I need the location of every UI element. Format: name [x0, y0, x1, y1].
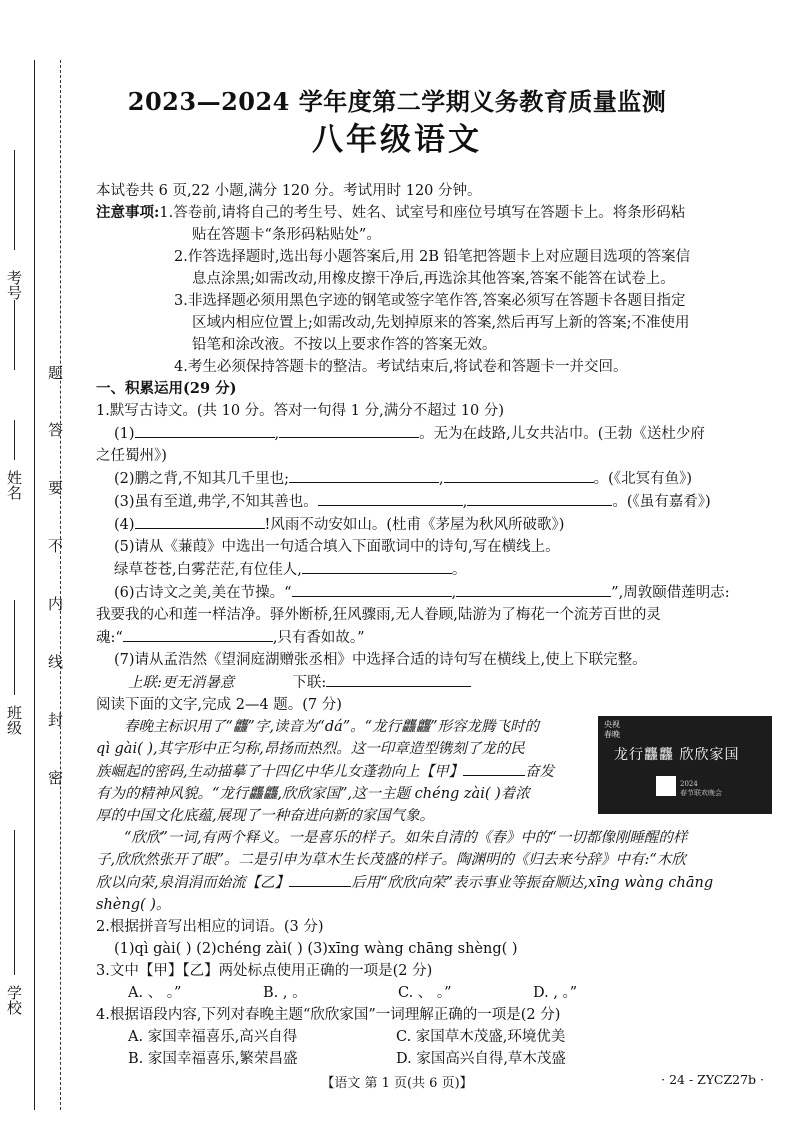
answer-blank[interactable]	[326, 671, 471, 687]
passage-line: 厚的中国文化底蕴,展现了一种奋进向新的家国气象。	[96, 808, 435, 824]
q1-sub3	[96, 490, 776, 513]
notes-label: 注意事项:	[96, 204, 160, 221]
exam-content	[96, 180, 776, 1070]
q4-options-row1	[96, 1026, 776, 1048]
q3-stem: 3.文中【甲】【乙】两处标点使用正确的一项是(2 分)	[96, 963, 433, 979]
passage-line: shèng( )。	[96, 897, 171, 913]
passage-line: 春晚主标识用了“龘”字,读音为“dá”。“龙行龘龘”形容龙腾飞时的	[124, 719, 540, 735]
seal-char: 内	[46, 596, 64, 611]
exam-no-label: 考号	[5, 270, 23, 300]
section-heading: 一、积累运用(29 分)	[96, 380, 237, 397]
q1-sub7: (7)请从孟浩然《望洞庭湖赠张丞相》中选择合适的诗句写在横线上,使上下联完整。	[114, 652, 647, 668]
q1-sub1-num: (1)	[114, 426, 135, 442]
option-d[interactable]: D. 家国高兴自得,草木茂盛	[396, 1051, 566, 1067]
passage-text: 族崛起的密码,生动描摹了十四亿中华儿女蓬勃向上【甲】	[96, 764, 464, 780]
option-a[interactable]: A. 、 。”	[128, 985, 182, 1001]
couplet-lower: 下联:	[292, 675, 327, 691]
answer-blank[interactable]	[135, 422, 275, 438]
gala-logo-image	[598, 716, 772, 814]
q1-sub4	[96, 513, 776, 536]
q1-sub6	[96, 581, 776, 604]
q3-options	[96, 982, 776, 1004]
q1-sub6-cont: 我要我的心和莲一样洁净。驿外断桥,狂风骤雨,无人眷顾,陆游为了梅花一个流芳百世的灵	[96, 607, 661, 623]
note-text: 息点涂黑;如需改动,用橡皮擦干净后,再选涂其他答案,答案不能答在试卷上。	[192, 271, 675, 287]
seal-char: 封	[46, 712, 64, 727]
option-c[interactable]: C. 家国草木茂盛,环境优美	[396, 1029, 566, 1045]
binding-outer-line	[34, 60, 35, 1110]
note-text: 区域内相应位置上;如需改动,先划掉原来的答案,然后再写上新的答案;不准使用	[192, 315, 690, 331]
passage-text: 欣以向荣,泉涓涓而始流【乙】	[96, 875, 290, 891]
note-text: 4.考生必须保持答题卡的整洁。考试结束后,将试卷和答题卡一并交回。	[174, 359, 628, 375]
q1-sub5-lyric	[96, 558, 776, 581]
q1-sub4-num: (4)	[114, 517, 135, 533]
note-text: 铅笔和涂改液。不按以上要求作答的答案无效。	[192, 337, 497, 353]
q4-stem: 4.根据语段内容,下列对春晚主题“欣欣家国”一词理解正确的一项是(2 分)	[96, 1007, 561, 1023]
lyric-text: 绿草苍苍,白雾茫茫,有位佳人,	[114, 562, 302, 578]
q1-sub1-text: 。无为在歧路,儿女共沾巾。(王勃《送杜少府	[419, 426, 705, 442]
image-caption: 2024 春节联欢晚会	[680, 780, 722, 797]
q1-sub6-text: 魂:“	[96, 630, 123, 646]
passage-line: “欣欣”一词,有两个释义。一是喜乐的样子。如朱自清的《春》中的“一切都像刚睡醒的样	[124, 830, 688, 846]
passage-line: 有为的精神风貌。“龙行龘龘,欣欣家国”,这一主题 chéng zài( )着浓	[96, 786, 530, 802]
q1-sub2	[96, 467, 776, 490]
q2-options: (1)qì gài( ) (2)chéng zài( ) (3)xīng wàng chāng shèng( )	[114, 941, 518, 957]
seal-char: 不	[46, 538, 64, 553]
answer-blank[interactable]	[289, 467, 439, 483]
answer-blank[interactable]	[444, 467, 594, 483]
intro-line: 本试卷共 6 页,22 小题,满分 120 分。考试用时 120 分钟。	[96, 183, 482, 199]
q1-sub6-end: ,只有香如故。”	[272, 630, 365, 646]
answer-blank[interactable]	[318, 490, 463, 506]
passage-line	[96, 871, 776, 894]
seal-char: 题	[46, 365, 64, 380]
answer-blank[interactable]	[135, 513, 265, 529]
exam-title: 2023—2024 学年度第二学期义务教育质量监测	[127, 87, 667, 116]
exam-subtitle: 八年级语文	[312, 122, 482, 158]
punct: ,	[439, 471, 444, 487]
q1-sub1	[96, 422, 776, 445]
reading-passage	[96, 716, 776, 916]
seal-char: 线	[46, 654, 64, 669]
q1-sub6-end: ”,周敦颐借莲明志:	[611, 585, 730, 601]
q1-sub6-cont2	[96, 626, 776, 649]
q1-stem: 1.默写古诗文。(共 10 分。答对一句得 1 分,满分不超过 10 分)	[96, 403, 505, 419]
exam-no-blank-top	[14, 150, 15, 250]
q1-sub1-cont: 之任蜀州》)	[96, 448, 167, 464]
note-text: 2.作答选择题时,选出每小题答案后,用 2B 铅笔把答题卡上对应题目选项的答案信	[174, 249, 691, 265]
q1-sub5: (5)请从《蒹葭》中选出一句适合填入下面歌词中的诗句,写在横线上。	[114, 539, 560, 555]
seal-char: 要	[46, 480, 64, 495]
exam-no-blank	[14, 300, 15, 370]
option-b[interactable]: B. 家国幸福喜乐,繁荣昌盛	[128, 1051, 298, 1067]
seal-icon	[656, 776, 676, 796]
class-blank	[14, 600, 15, 695]
seal-char: 密	[46, 770, 64, 785]
note-text: 1.答卷前,请将自己的考生号、姓名、试室号和座位号填写在答题卡上。将条形码粘	[159, 205, 686, 221]
answer-blank[interactable]	[463, 760, 525, 776]
passage-line: qì gài( ),其字形中正匀称,昂扬而热烈。这一印章造型镌刻了龙的民	[96, 741, 525, 757]
passage-line: 子,欣欣然张开了眼”。二是引申为草木生长茂盛的样子。陶渊明的《归去来兮辞》中有:“木欣	[96, 852, 686, 868]
school-label: 学校	[5, 985, 23, 1015]
name-blank	[14, 420, 15, 460]
punct: ,	[274, 426, 280, 442]
option-a[interactable]: A. 家国幸福喜乐,高兴自得	[128, 1029, 298, 1045]
q1-sub4-text: !风雨不动安如山。(杜甫《茅屋为秋风所破歌》)	[264, 517, 565, 533]
answer-blank[interactable]	[467, 490, 612, 506]
option-c[interactable]: C. 、 。”	[398, 985, 452, 1001]
passage-text: 奋发	[525, 764, 555, 780]
punct: 。	[451, 562, 467, 578]
q2-stem: 2.根据拼音写出相应的词语。(3 分)	[96, 919, 324, 935]
note-text: 3.非选择题必须用黑色字迹的钢笔或签字笔作答,答案必须写在答题卡各题目指定	[174, 293, 686, 309]
binding-seal-line	[60, 60, 61, 1110]
notes-line	[96, 202, 776, 224]
q1-sub6-text: (6)古诗文之美,美在节操。“	[114, 585, 292, 601]
class-label: 班级	[5, 705, 23, 735]
image-logo-text: 央视 春晚	[604, 720, 620, 739]
seal-char: 答	[46, 422, 64, 437]
answer-blank[interactable]	[456, 581, 611, 597]
punct: ,	[462, 494, 468, 510]
answer-blank[interactable]	[289, 871, 351, 887]
paper-code: · 24 - ZYCZ27b ·	[661, 1072, 764, 1087]
option-b[interactable]: B. , 。	[263, 985, 307, 1001]
q1-sub7-couplet	[96, 671, 776, 694]
answer-blank[interactable]	[123, 626, 273, 642]
reading-stem: 阅读下面的文字,完成 2—4 题。(7 分)	[96, 697, 342, 713]
answer-blank[interactable]	[302, 558, 452, 574]
option-d[interactable]: D. , 。”	[533, 985, 578, 1001]
image-headline: 龙行龘龘 欣欣家国	[614, 747, 740, 763]
school-blank	[14, 830, 15, 975]
passage-text: 后用“欣欣向荣”表示事业等振奋顺达,xīng wàng chāng	[351, 875, 714, 891]
q1-sub3-end: 。(《虽有嘉肴》)	[612, 494, 711, 510]
q4-options-row2	[96, 1048, 776, 1070]
answer-blank[interactable]	[292, 581, 452, 597]
note-text: 贴在答题卡“条形码粘贴处”。	[192, 227, 381, 243]
punct: ,	[451, 585, 457, 601]
q1-sub2-text: (2)鹏之背,不知其几千里也;	[114, 471, 290, 487]
q1-sub2-end: 。(《北冥有鱼》)	[593, 471, 692, 487]
answer-blank[interactable]	[279, 422, 419, 438]
couplet-upper: 上联:更无消暑意	[128, 675, 235, 691]
q1-sub3-text: (3)虽有至道,弗学,不知其善也。	[114, 494, 318, 510]
name-label: 姓名	[5, 470, 23, 500]
page-footer: 【语文 第 1 页(共 6 页)】	[321, 1076, 473, 1091]
